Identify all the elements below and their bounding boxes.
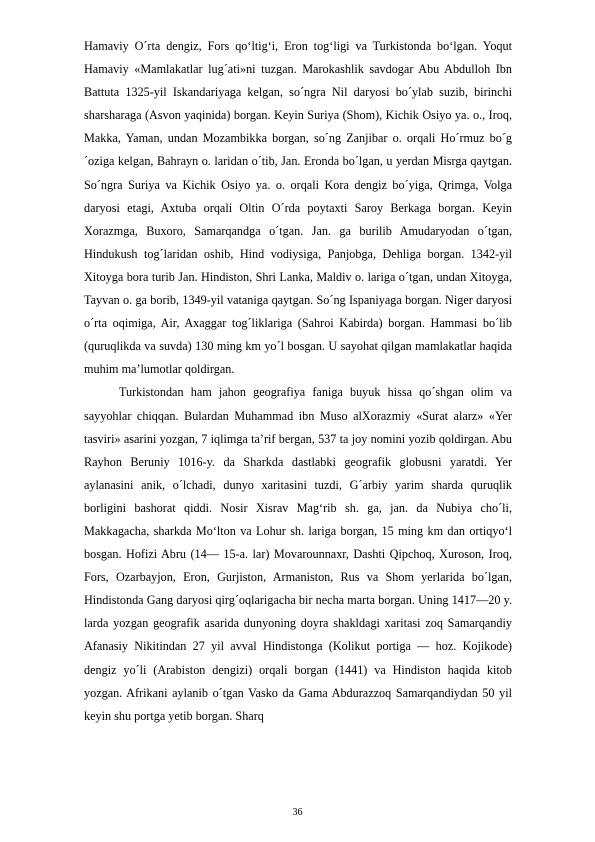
document-body	[84, 35, 512, 728]
paragraph-turkiston-scholars: Turkistondan ham jahon geografiya faniga buyuk hissa qo´shgan olim va sayyohlar chiqqan. Bulardan Muhammad ibn Muso alXorazmiy «Surat alarz» «Yer tasviri» asarini yozgan, 7 iqlimga ta’rif bergan, 537 ta joy nomini yozib qoldirgan. Abu Rayhon Beruniy 1016-y. da Sharkda dastlabki geografik globusni yaratdi. Yer aylanasini anik, o´lchadi, dunyo xaritasini tuzdi, G´arbiy yarim sharda quruqlik borligini bashorat qiddi. Nosir Xisrav Mag‘rib sh. ga, jan. da Nubiya cho´li, Makkagacha, sharkda Mo‘lton va Lohur sh. lariga borgan, 15 ming km dan ortiqyo‘l bosgan. Hofizi Abru (14— 15-a. lar) Movarounnaxr, Dashti Qipchoq, Xuroson, Iroq, Fors, Ozarbayjon, Eron, Gurjiston, Armaniston, Rus va Shom yerlarida bo´lgan, Hindistonda Gang daryosi qirg´oqlarigacha bir necha marta borgan. Uning 1417—20 y. larda yozgan geografik asarida dunyoning doyra shakldagi xaritasi zoq Samarqandiy Afanasiy Nikitindan 27 yil avval Hindistonga (Kolikut portiga — hoz. Kojikode) dengiz yo´li (Arabiston dengizi) orqali borgan (1441) va Hindiston haqida kitob yozgan. Afrikani aylanib o´tgan Vasko da Gama Abdurazzoq Samarqandiydan 50 yil keyin shu portga yetib borgan. Sharq	[84, 385, 512, 723]
paragraph-ibn-battuta: Hamaviy O´rta dengiz, Fors qo‘ltig‘i, Eron tog‘ligi va Turkistonda bo‘lgan. Yoqut Hamaviy «Mamlakatlar lug´ati»ni tuzgan. Marokashlik savdogar Abu Abdulloh Ibn Battuta 1325-yil Iskandariyaga kelgan, so´ngra Nil daryosi bo´ylab suzib, birinchi sharsharaga (Asvon yaqinida) borgan. Keyin Suriya (Shom), Kichik Osiyo ya. o., Iroq, Makka, Yaman, undan Mozambikka borgan, so´ng Zanjibar o. orqali Ho´rmuz bo´g´oziga kelgan, Bahrayn o. laridan o´tib, Jan. Eronda bo´lgan, u yerdan Misrga qaytgan. So´ngra Suriya va Kichik Osiyo ya. o. orqali Kora dengiz bo´yiga, Qrimga, Volga daryosi etagi, Axtuba orqali Oltin O´rda poytaxti Saroy Berkaga borgan. Keyin Xorazmga, Buxoro, Samarqandga o´tgan. Jan. ga burilib Amudaryodan o´tgan, Hindukush tog´laridan oshib, Hind vodiysiga, Panjobga, Dehliga borgan. 1342-yil Xitoyga bora turib Jan. Hindiston, Shri Lanka, Maldiv o. lariga o´tgan, undan Xitoyga, Tayvan o. ga borib, 1349-yil vataniga qaytgan. So´ng Ispaniyaga borgan. Niger daryosi o´rta oqimiga, Air, Axaggar tog´liklariga (Sahroi Kabirda) borgan. Hammasi bo´lib (quruqlikda va suvda) 130 ming km yo´l bosgan. U sayohat qilgan mamlakatlar haqida muhim ma’lumotlar qoldirgan.	[84, 39, 512, 377]
page-number: 36	[292, 807, 303, 818]
